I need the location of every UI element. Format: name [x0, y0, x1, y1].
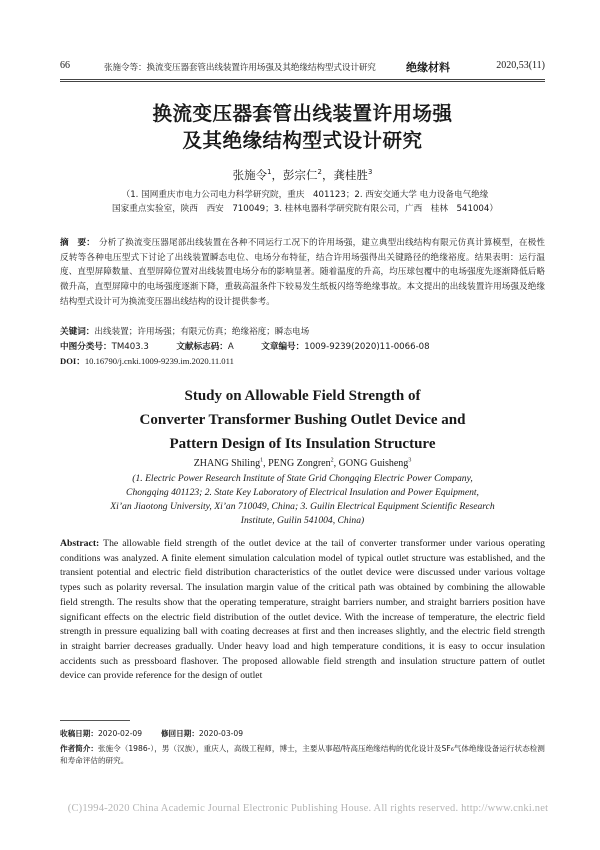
clc-label: 中图分类号： [60, 342, 112, 352]
received-label: 收稿日期： [60, 729, 98, 738]
author-name: 张施令 [232, 168, 268, 182]
article-no-value: 1009-9239(2020)11-0066-08 [304, 342, 430, 352]
author-bio-label: 作者简介： [60, 744, 98, 753]
received-date: 2020-02-09 [97, 729, 143, 738]
author-affiliation-mark: 1 [267, 168, 272, 177]
english-authors [60, 458, 545, 469]
author-separator: , [333, 458, 339, 469]
english-title-line-1: Study on Allowable Field Strength of [184, 388, 421, 404]
doc-code-value: A [227, 342, 234, 352]
author-separator: ， [321, 168, 334, 182]
author-name: 彭宗仁 [283, 168, 318, 182]
revised-label: 修回日期： [160, 729, 199, 738]
doi-label: DOI： [60, 356, 85, 366]
chinese-keywords [60, 325, 545, 337]
running-title: 张施令等：换流变压器套管出线装置许用场强及其绝缘结构型式设计研究 [104, 63, 376, 73]
doi-value: 10.16790/j.cnki.1009-9239.im.2020.11.011 [84, 356, 234, 366]
author-affiliation-mark: 3 [367, 168, 373, 177]
english-title-line-3: Pattern Design of Its Insulation Structure [169, 436, 436, 452]
copyright-watermark: (C)1994-2020 China Academic Journal Electronic Publishing House. All rights reserved. http://www.cnki.net [67, 803, 549, 814]
author-name: PENG Zongren [268, 458, 331, 469]
author-affiliation-mark: 2 [330, 457, 334, 464]
chinese-authors [60, 167, 545, 183]
page-header [60, 58, 545, 78]
keywords-text: 出线装置；许用场强；有限元仿真；绝缘裕度；瞬态电场 [94, 327, 310, 337]
revised-date: 2020-03-09 [198, 729, 244, 738]
author-bio-text: 张施令（1986-），男（汉族），重庆人，高级工程师，博士，主要从事超/特高压绝缘结构的优化设计及SF₆气体绝缘设备运行状态检测和寿命评估的研究。 [60, 744, 545, 765]
author-affiliation-mark: 2 [317, 168, 322, 177]
english-abstract [60, 537, 545, 684]
chinese-title-line-1: 换流变压器套管出线装置许用场强 [152, 102, 453, 125]
affiliation-line: 国家重点实验室，陕西 西安 710049；3. 桂林电器科学研究院有限公司，广西 桂林 541004） [112, 204, 498, 214]
header-rule-second [60, 81, 545, 82]
author-name: ZHANG Shiling [193, 458, 261, 469]
footnote-dates [60, 728, 545, 739]
author-affiliation-mark: 3 [408, 457, 412, 464]
clc-value: TM403.3 [111, 342, 149, 352]
chinese-title [60, 100, 545, 154]
english-affiliations [90, 472, 515, 528]
chinese-title-line-2: 及其绝缘结构型式设计研究 [182, 129, 423, 152]
doi-row [60, 355, 545, 367]
classification-row [60, 340, 545, 352]
author-affiliation-mark: 1 [260, 457, 264, 464]
keywords-label: 关键词： [60, 327, 95, 337]
journal-name: 绝缘材料 [406, 61, 450, 74]
author-name: 龚桂胜 [333, 168, 368, 182]
page-number: 66 [60, 60, 70, 71]
english-abstract-label: Abstract: [60, 538, 100, 549]
chinese-abstract-text: 分析了换流变压器尾部出线装置在各种不同运行工况下的许用场强，建立典型出线结构有限元仿真计算模型，在极性反转等各种电压型式下讨论了出线装置瞬态电位、电场分布特征，结合许用场强得出关键路径的绝缘裕度。结果表明：运行温度、直型屏障数量、直型屏障位置对出线装置电场分布的影响显著。随着温度的升高，均压球包覆中的电场强度先逐渐降低后略微升高，直型屏障中的电场强度逐渐下降，重载高温条件下较易发生纸板闪络等绝缘事故。本文提出的出线装置许用场强及绝缘结构型式设计可为换流变压器出线结构的设计提供参考。 [60, 238, 545, 307]
doc-code-label: 文献标志码： [176, 342, 228, 352]
author-separator: ， [271, 168, 284, 182]
english-abstract-text: The allowable field strength of the outlet device at the tail of converter transformer under various operating conditions was analyzed. A finite element simulation calculation model of typical outlet structure was established, and the transient potential and electric field distribution characteristics of the outlet device were discussed under various voltage types such as polarity reversal. The insulation margin value of the critical path was obtained by combining the allowable field strength. The results show that the operating temperature, straight barriers number, and straight barriers position have significant effects on the electric field distribution of the outlet device. With the increase of temperature, the electric field strength in pressure equalizing ball with coating decreases at first and then increases slightly, and the electric field strength in straight barrier decreases gradually. Under heavy load and high temperature conditions, it is easy to occur insulation accidents such as pressboard flashover. The proposed allowable field strength and insulation structure pattern of outlet device can provide reference for the design of outlet [60, 538, 545, 682]
chinese-abstract [60, 236, 545, 310]
author-separator: , [263, 458, 269, 469]
affiliation-line: （1. 国网重庆市电力公司电力科学研究院，重庆 401123；2. 西安交通大学 电力设备电气绝缘 [121, 190, 489, 200]
journal-issue: 2020,53(11) [496, 60, 545, 71]
footnote-rule [60, 720, 130, 721]
english-title-line-2: Converter Transformer Bushing Outlet Device and [139, 412, 466, 428]
footnote-author-bio [60, 743, 545, 767]
affiliation-line: (1. Electric Power Research Institute of State Grid Chongqing Electric Power Company, [132, 473, 473, 484]
chinese-abstract-label: 摘 要： [60, 238, 95, 248]
affiliation-line: Institute, Guilin 541004, China) [240, 515, 365, 526]
english-title [60, 384, 545, 456]
header-rule [60, 79, 545, 80]
affiliation-line: Xi’an Jiaotong University, Xi’an 710049, China; 3. Guilin Electrical Equipment Scientific Research [110, 501, 495, 512]
affiliation-line: Chongqing 401123; 2. State Key Laboratory of Electrical Insulation and Power Equipment, [126, 487, 479, 498]
author-name: GONG Guisheng [338, 458, 409, 469]
article-no-label: 文章编号： [261, 342, 305, 352]
chinese-affiliations [80, 188, 530, 216]
